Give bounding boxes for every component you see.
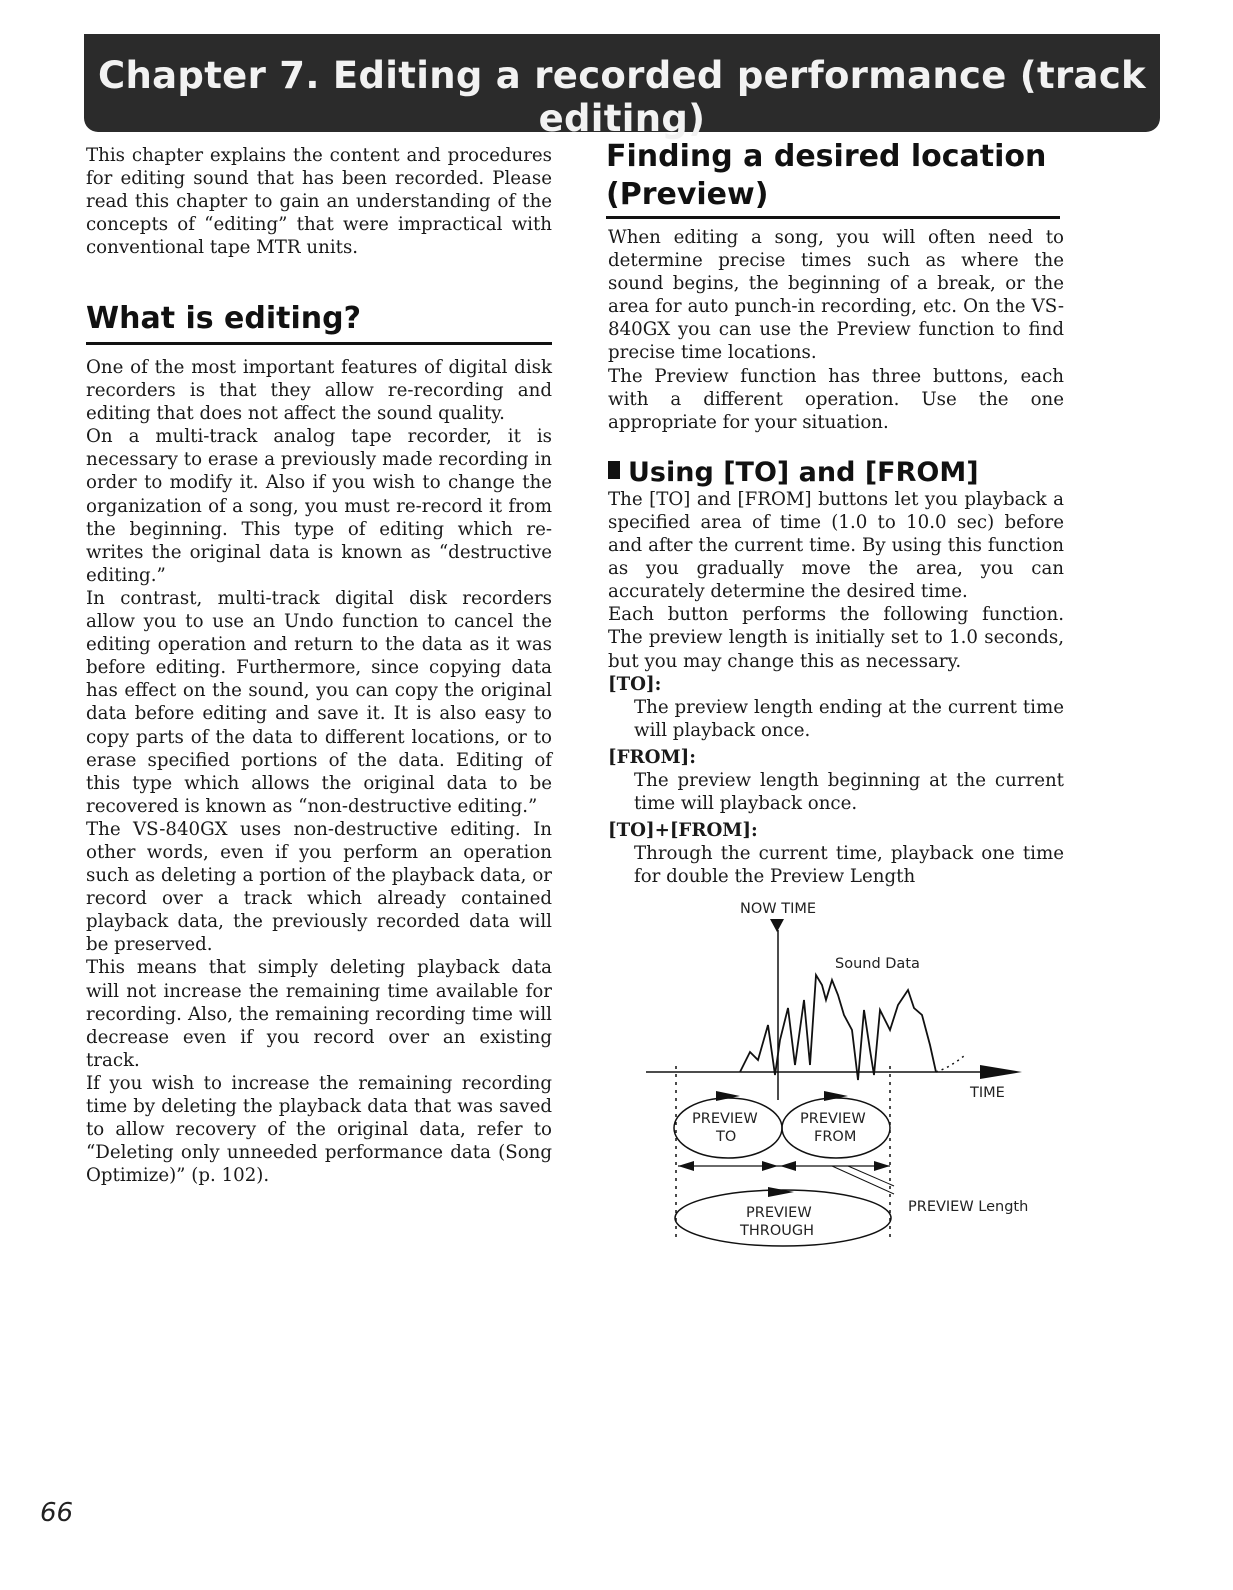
heading-what-is-editing: What is editing? (86, 300, 552, 345)
heading-finding-location (606, 138, 1060, 219)
paragraph: On a multi-track analog tape recorder, it is necessary to erase a previously made recording in order to modify it. Also if you wish to change the organization of a song, you must re-record it from the beginning. This type of editing which re-writes the original data is known as “destructive editing.” (86, 426, 552, 586)
intro-text: This chapter explains the content and procedures for editing sound that has been recorded. Please read this chapter to gain an understanding of the concepts of “editing” that were impractical with conventional tape MTR units. (86, 145, 552, 259)
intro-paragraph (86, 144, 552, 259)
square-bullet-icon (608, 461, 620, 479)
length-right-arrow-icon (874, 1161, 890, 1171)
preview-diagram (600, 890, 1070, 1260)
heading-using-to-from (608, 458, 1064, 488)
sound-waveform (740, 975, 936, 1080)
label-preview-to-1: PREVIEW (692, 1111, 758, 1127)
desc-to-from: Through the current time, playback one time for double the Preview Length (634, 843, 1064, 888)
heading-line-2: (Preview) (606, 177, 769, 212)
page-number: 66 (40, 1498, 74, 1528)
heading-using-text: Using [TO] and [FROM] (628, 456, 979, 488)
what-is-editing-body (86, 356, 552, 1187)
now-time-arrow-icon (770, 919, 784, 932)
heading-line-1: Finding a desired location (606, 139, 1047, 174)
desc-from: The preview length beginning at the current time will playback once. (634, 769, 1064, 815)
length-left-arrow-icon (678, 1161, 694, 1171)
desc-to: The preview length ending at the current time will playback once. (634, 696, 1064, 741)
label-preview-to-2: TO (716, 1129, 737, 1145)
preview-from-ellipse (782, 1098, 890, 1158)
paragraph: Each button performs the following function. The preview length is initially set to 1.0 seconds, but you may change this as necessary. (608, 604, 1064, 672)
label-time: TIME (970, 1085, 1005, 1101)
preview-to-arrow-icon (716, 1091, 740, 1101)
term-to: [TO]: (608, 673, 662, 695)
chapter-title: Chapter 7. Editing a recorded performance (track editing) (98, 54, 1146, 140)
paragraph: One of the most important features of digital disk recorders is that they allow re-recording and editing that does not affect the sound quality. (86, 357, 552, 425)
chapter-banner (84, 34, 1160, 140)
finding-body (608, 226, 1064, 888)
paragraph: In contrast, multi-track digital disk recorders allow you to use an Undo function to cancel the editing operation and return to the data as it was before editing. Furthermore, since copying data has effect on the sound, you can copy the original data before editing and save it. It is also easy to copy parts of the data to different locations, or to erase specified portions of the data. Editing of this type which allows the original data to be recovered is known as “non-destructive editing.” (86, 587, 552, 817)
length-mid-right-arrow-icon (780, 1161, 796, 1171)
label-now-time: NOW TIME (740, 901, 817, 917)
waveform-tail (936, 1056, 964, 1072)
time-arrow-icon (980, 1065, 1022, 1079)
paragraph: The Preview function has three buttons, each with a different operation. Use the one appropriate for your situation. (608, 365, 1064, 433)
label-preview-through-2: THROUGH (740, 1223, 815, 1239)
paragraph: If you wish to increase the remaining recording time by deleting the playback data that was saved to allow recovery of the original data, refer to “Deleting only unneeded performance data (Song Optimize)” (p. 102). (86, 1072, 552, 1187)
paragraph: This means that simply deleting playback data will not increase the remaining time available for recording. Also, the remaining recording time will decrease even if you record over an existing track. (86, 957, 552, 1071)
label-preview-from-1: PREVIEW (800, 1111, 866, 1127)
term-to-from: [TO]+[FROM]: (608, 820, 758, 842)
leader-line-1 (832, 1166, 894, 1194)
label-preview-from-2: FROM (814, 1129, 857, 1145)
paragraph: The VS-840GX uses non-destructive editing. In other words, even if you perform an operation such as deleting a portion of the playback data, or record over a track which already contained playback data, the previously recorded data will be preserved. (86, 818, 552, 956)
preview-from-arrow-icon (824, 1091, 848, 1101)
label-preview-through-1: PREVIEW (746, 1205, 812, 1221)
label-sound-data: Sound Data (835, 956, 920, 972)
label-preview-length: PREVIEW Length (908, 1199, 1029, 1215)
paragraph: When editing a song, you will often need to determine precise times such as where the sound begins, the beginning of a break, or the area for auto punch-in recording, etc. On the VS-840GX you can use the Preview function to find precise time locations. (608, 227, 1064, 364)
term-from: [FROM]: (608, 746, 696, 768)
preview-to-ellipse (674, 1098, 782, 1158)
preview-through-arrow-icon (768, 1187, 794, 1197)
length-mid-left-arrow-icon (762, 1161, 778, 1171)
paragraph: The [TO] and [FROM] buttons let you playback a specified area of time (1.0 to 10.0 sec) before and after the current time. By using this function as you gradually move the area, you can accurately determine the desired time. (608, 488, 1064, 603)
